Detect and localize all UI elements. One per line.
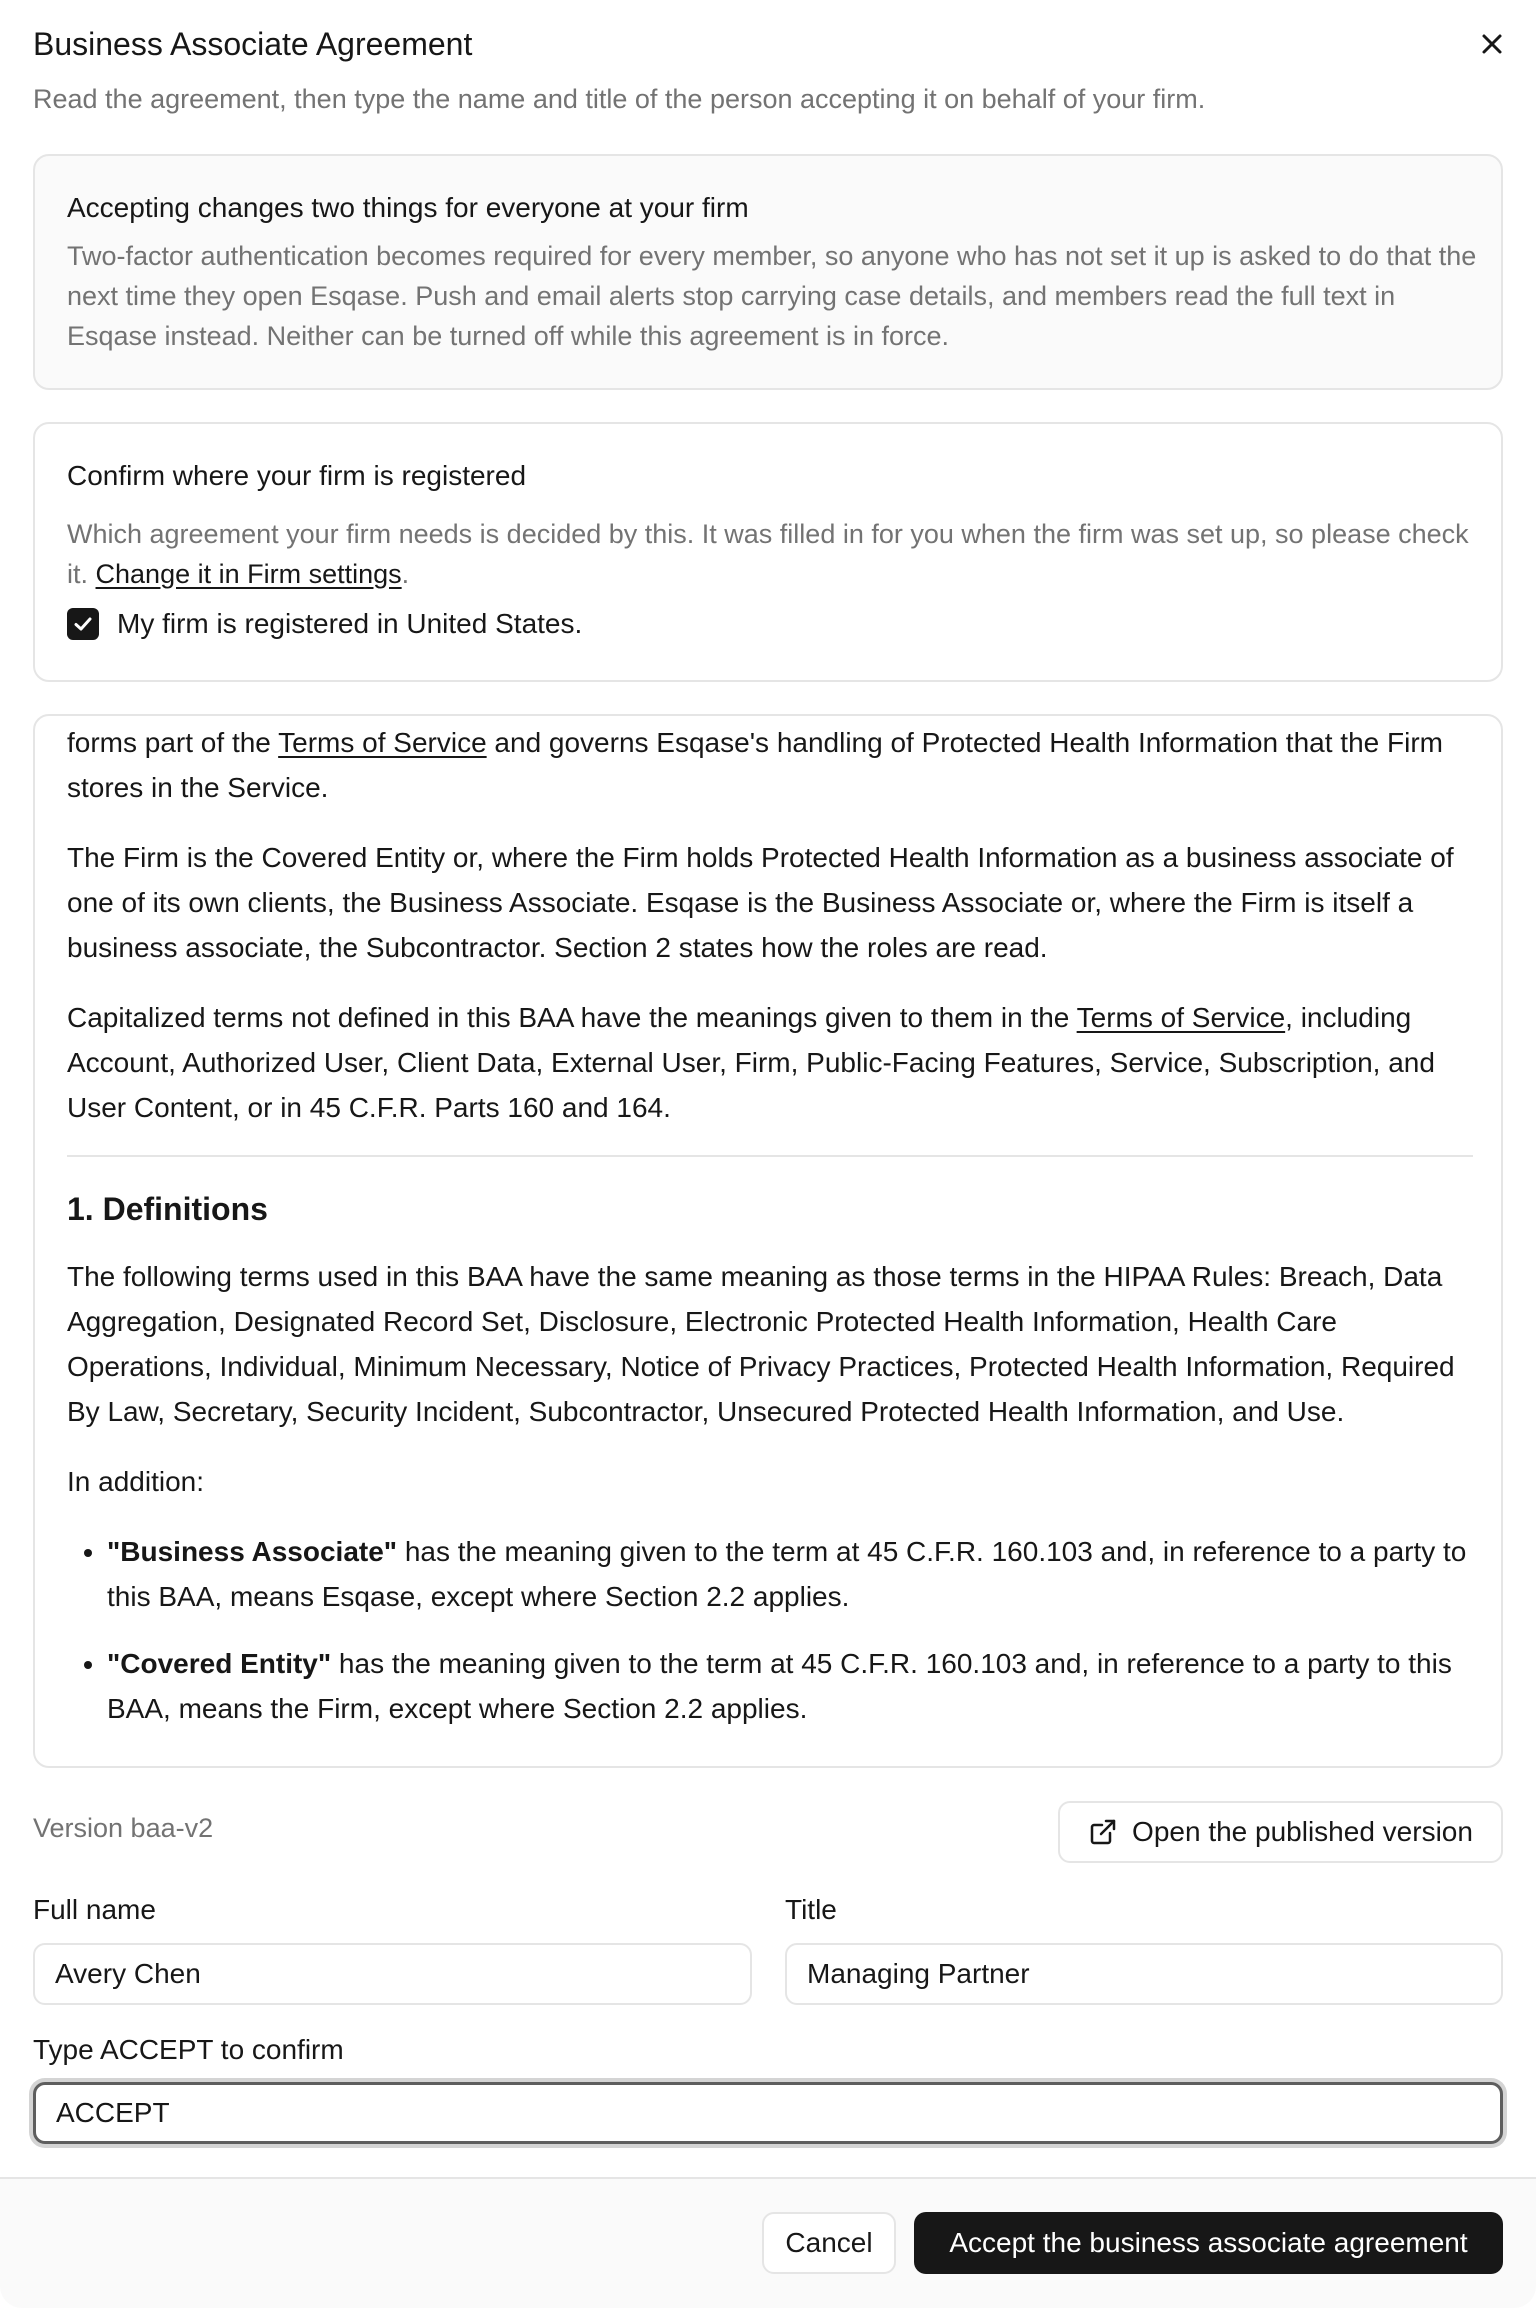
full-name-label: Full name: [33, 1894, 156, 1925]
agreement-paragraph: The following terms used in this BAA have the same meaning as those terms in the HIPAA Rules: Breach, Data Aggregation, Designated Record Set, Disclosure, Electronic Protected Health Information, Health Care Operations, Individual, Minimum Necessary, Notice of Privacy Practices, Protected Health Information, Required By Law, Secretary, Security Incident, Subcontractor, Unsecured Protected Health Information, and Use.: [67, 1261, 1455, 1427]
registration-heading: Confirm where your firm is registered: [67, 460, 527, 491]
version-label: Version baa-v2: [33, 1813, 214, 1843]
section-divider: [67, 1155, 1473, 1157]
registration-text-end: .: [401, 559, 410, 589]
registration-body: [67, 514, 1477, 594]
registration-checkbox[interactable]: [67, 608, 99, 640]
list-item: [107, 1641, 1473, 1731]
agreement-text: and governs Esqase's handling of Protected Health Information that the Firm stores in the Service.: [67, 727, 1443, 803]
definitions-list: [67, 1529, 1473, 1731]
dialog-subtitle: Read the agreement, then type the name and title of the person accepting it on behalf of your firm.: [33, 84, 1206, 114]
definition-text: has the meaning given to the term at 45 C.F.R. 160.103 and, in reference to a party to this BAA, means Esqase, except where Section 2.2 applies.: [107, 1536, 1467, 1612]
definition-term: "Business Associate": [107, 1536, 398, 1567]
confirm-input[interactable]: [33, 2082, 1503, 2144]
section-heading: 1. Definitions: [67, 1191, 268, 1227]
definition-text: has the meaning given to the term at 45 C.F.R. 160.103 and, in reference to a party to this BAA, means the Firm, except where Section 2.2 applies.: [107, 1648, 1452, 1724]
agreement-text: forms part of the: [67, 727, 279, 758]
notice-heading: Accepting changes two things for everyone at your firm: [67, 192, 749, 223]
firm-settings-link[interactable]: Change it in Firm settings: [95, 559, 402, 589]
full-name-input[interactable]: [33, 1943, 752, 2005]
registration-checkbox-row[interactable]: [67, 608, 582, 640]
confirm-label: Type ACCEPT to confirm: [33, 2034, 344, 2065]
terms-of-service-link[interactable]: Terms of Service: [278, 727, 487, 758]
accept-agreement-button[interactable]: Accept the business associate agreement: [914, 2212, 1503, 2274]
title-label: Title: [785, 1894, 837, 1925]
open-published-button[interactable]: [1058, 1801, 1503, 1863]
title-input[interactable]: [785, 1943, 1503, 2005]
notice-card: [33, 154, 1503, 390]
agreement-paragraph: [67, 995, 1473, 1130]
definition-term: "Covered Entity": [107, 1648, 332, 1679]
external-link-icon: [1088, 1817, 1118, 1847]
registration-text: Which agreement your firm needs is decided by this. It was filled in for you when the firm was set up, so please check it.: [67, 519, 1469, 589]
agreement-text: , including Account, Authorized User, Client Data, External User, Firm, Public-Facing Features, Service, Subscription, and User Content, or in 45 C.F.R. Parts 160 and 164.: [67, 1002, 1435, 1123]
cancel-button[interactable]: Cancel: [762, 2212, 896, 2274]
agreement-paragraph: The Firm is the Covered Entity or, where the Firm holds Protected Health Information as a business associate of one of its own clients, the Business Associate. Esqase is the Business Associate or, where the Firm is itself a business associate, the Subcontractor. Section 2 states how the roles are read.: [67, 842, 1454, 963]
agreement-text: Capitalized terms not defined in this BAA have the meanings given to them in the: [67, 1002, 1077, 1033]
agreement-scroll-area[interactable]: [33, 714, 1503, 1768]
checkmark-icon: [72, 613, 94, 635]
terms-of-service-link[interactable]: Terms of Service: [1076, 1002, 1286, 1033]
dialog-title: Business Associate Agreement: [33, 26, 473, 62]
registration-checkbox-label: My firm is registered in United States.: [117, 608, 583, 639]
agreement-paragraph: [67, 720, 1473, 810]
list-item: [107, 1529, 1473, 1619]
registration-card: [33, 422, 1503, 682]
close-icon[interactable]: [1474, 26, 1510, 62]
notice-body: Two-factor authentication becomes required for every member, so anyone who has not set it up is asked to do that the next time they open Esqase. Push and email alerts stop carrying case details, and members read the full text in Esqase instead. Neither can be turned off while this agreement is in force.: [67, 241, 1477, 351]
open-published-label: Open the published version: [1132, 1816, 1473, 1847]
agreement-paragraph: In addition:: [67, 1466, 204, 1497]
dialog-footer: [0, 2177, 1536, 2308]
